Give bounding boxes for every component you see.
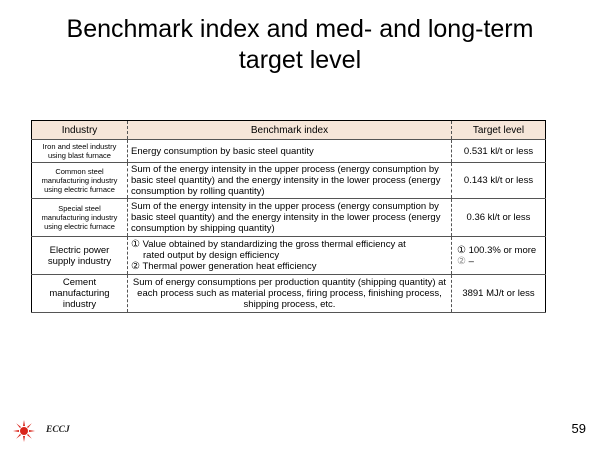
page-number: 59	[571, 421, 586, 436]
table-row	[32, 237, 546, 275]
header-industry: Industry	[32, 121, 128, 140]
industry-cell: Iron and steel industry using blast furnace	[32, 140, 128, 163]
number-2-marker: ②	[131, 261, 140, 272]
industry-cell: Electric power supply industry	[32, 237, 128, 275]
table-row	[32, 163, 546, 199]
table-row	[32, 275, 546, 313]
index-cell: Energy consumption by basic steel quantity	[128, 140, 452, 163]
index-item-2-text: Thermal power generation heat efficiency	[142, 261, 317, 272]
target-cell	[452, 237, 546, 275]
index-cell: Sum of the energy intensity in the upper process (energy consumption by basic steel quantity) and the energy intensity in the lower process (energy consumption by rolling quantity)	[128, 163, 452, 199]
number-2-marker: ②	[457, 255, 466, 267]
index-item-1-cont: rated output by design efficiency	[143, 250, 280, 261]
target-cell: 3891 MJ/t or less	[452, 275, 546, 313]
sunburst-icon	[12, 419, 42, 443]
table-row	[32, 199, 546, 237]
header-benchmark-index: Benchmark index	[128, 121, 452, 140]
number-1-marker: ①	[457, 244, 466, 256]
slide-title	[0, 14, 600, 76]
target-cell: 0.143 kl/t or less	[452, 163, 546, 199]
industry-cell: Special steel manufacturing industry using electric furnace	[32, 199, 128, 237]
index-cell	[128, 237, 452, 275]
target-cell: 0.531 kl/t or less	[452, 140, 546, 163]
eccj-logo	[12, 419, 82, 443]
title-line-1: Benchmark index and med- and long-term	[66, 15, 534, 43]
number-1-marker: ①	[131, 239, 140, 250]
industry-cell: Common steel manufacturing industry using electric furnace	[32, 163, 128, 199]
target-item-2	[457, 256, 542, 267]
index-item-1-text: Value obtained by standardizing the gross thermal efficiency at	[142, 239, 406, 250]
title-line-2: target level	[238, 46, 362, 74]
header-target-level: Target level	[452, 121, 546, 140]
index-cell: Sum of the energy intensity in the upper process (energy consumption by basic steel quantity) and the energy intensity in the lower process (energy consumption by shipping quantity)	[128, 199, 452, 237]
target-item-1	[457, 245, 542, 256]
table-row	[32, 140, 546, 163]
index-item-2	[131, 261, 448, 272]
index-item-1	[131, 239, 448, 250]
target-cell: 0.36 kl/t or less	[452, 199, 546, 237]
logo-text: ECCJ	[46, 425, 70, 435]
index-cell: Sum of energy consumptions per production quantity (shipping quantity) at each process such as material process, firing process, finishing process, shipping process, etc.	[128, 275, 452, 313]
target-item-2-text: –	[468, 255, 474, 267]
table-header-row	[32, 121, 546, 140]
benchmark-table	[31, 120, 546, 313]
industry-cell: Cement manufacturing industry	[32, 275, 128, 313]
target-item-1-text: 100.3% or more	[468, 244, 537, 256]
